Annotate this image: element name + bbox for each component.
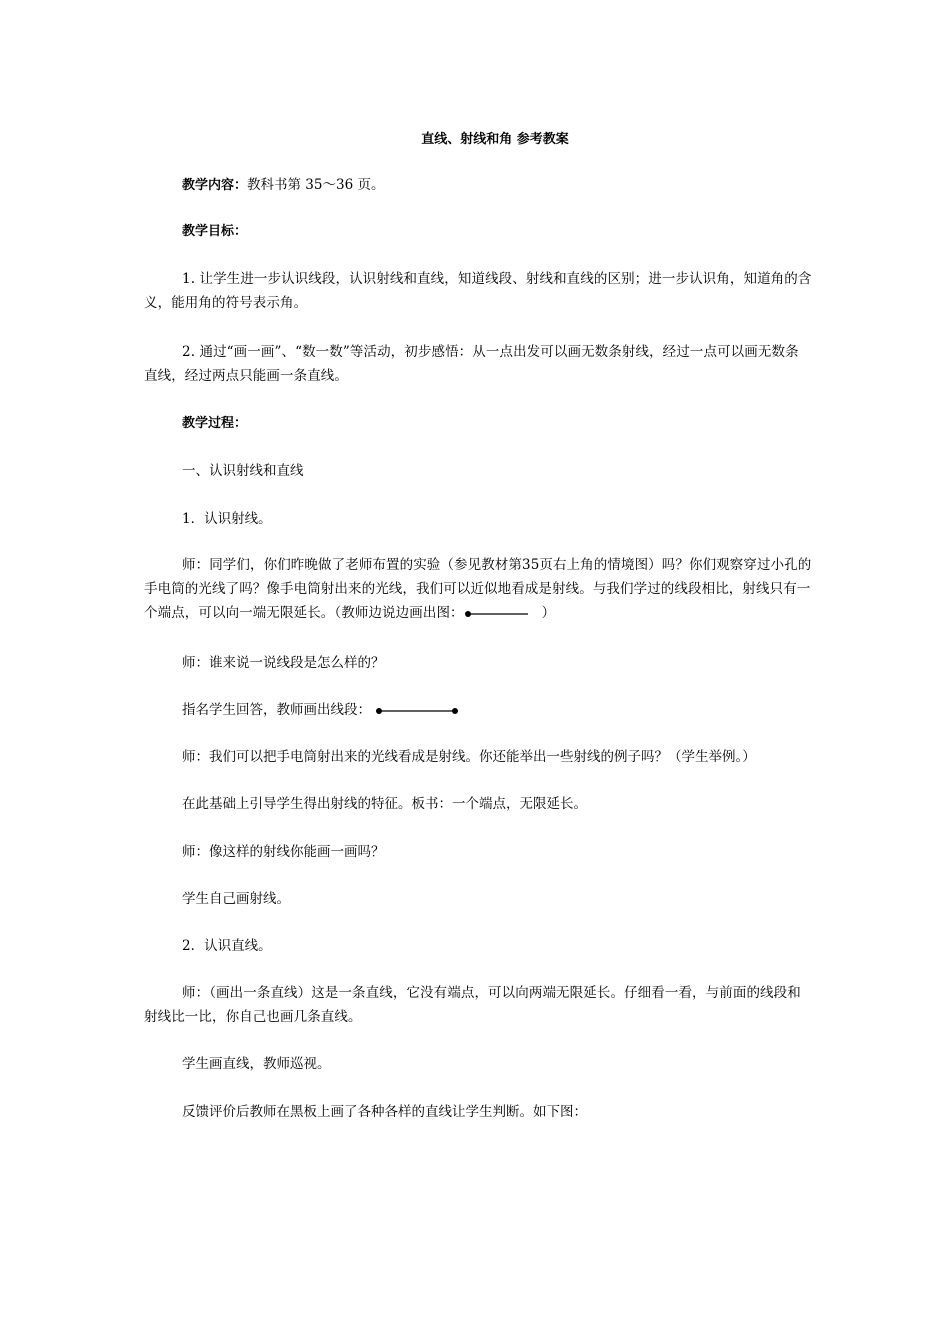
goal-2: 2. 通过“画一画”、“数一数”等活动，初步感悟：从一点出发可以画无数条射线，经过一点可以画无数条直线，经过两点只能画一条直线。 — [144, 344, 799, 384]
teaching-process-label: 教学过程： — [182, 416, 248, 431]
paragraph-6: 师：像这样的射线你能画一画吗？ — [182, 844, 385, 860]
paragraph-4: 师：我们可以把手电筒射出来的光线看成是射线。你还能举出一些射线的例子吗？（学生举例。） — [182, 749, 756, 765]
teaching-goals-label: 教学目标： — [182, 224, 248, 239]
paragraph-9: 学生画直线，教师巡视。 — [182, 1056, 331, 1072]
page-title: 直线、射线和角 参考教案 — [421, 132, 569, 147]
paragraph-7: 学生自己画射线。 — [182, 891, 290, 907]
paragraph-3 — [182, 698, 461, 722]
section-heading-1: 一、认识射线和直线 — [182, 463, 304, 479]
goal-1: 1. 让学生进一步认识线段，认识射线和直线，知道线段、射线和直线的区别；进一步认识角，知道角的含义，能用角的符号表示角。 — [144, 271, 812, 311]
teaching-content-label: 教学内容： — [182, 178, 248, 193]
paragraph-10: 反馈评价后教师在黑板上画了各种各样的直线让学生判断。如下图： — [182, 1104, 587, 1120]
teaching-content — [182, 173, 384, 198]
paragraph-5: 在此基础上引导学生得出射线的特征。板书：一个端点，无限延长。 — [182, 796, 587, 812]
paragraph-3-text: 指名学生回答，教师画出线段： — [182, 702, 371, 718]
teaching-content-text: 教科书第 35～36 页。 — [247, 177, 385, 193]
ray-figure — [464, 609, 530, 619]
paragraph-ray-intro-text: 师：同学们，你们昨晚做了老师布置的实验（参见教材第35页右上角的情境图）吗？你们观察穿过小孔的手电筒的光线了吗？像手电筒射出来的光线，我们可以近似地看成是射线。与我们学过的线段相比，射线只有一个端点，可以向一端无限延长。（教师边说边画出图： — [144, 557, 812, 621]
paragraph-8: 师：（画出一条直线）这是一条直线，它没有端点，可以向两端无限延长。仔细看一看，与前面的线段和射线比一比，你自己也画几条直线。 — [144, 985, 801, 1025]
paragraph-ray-intro — [144, 553, 812, 625]
subsection-heading-2: 2．认识直线。 — [182, 938, 272, 954]
segment-endpoint-right — [452, 708, 458, 714]
paragraph-ray-intro-close: ） — [541, 605, 556, 621]
segment-figure — [375, 706, 461, 716]
paragraph-2: 师：谁来说一说线段是怎么样的？ — [182, 655, 385, 671]
subsection-heading-1: 1．认识射线。 — [182, 511, 272, 527]
